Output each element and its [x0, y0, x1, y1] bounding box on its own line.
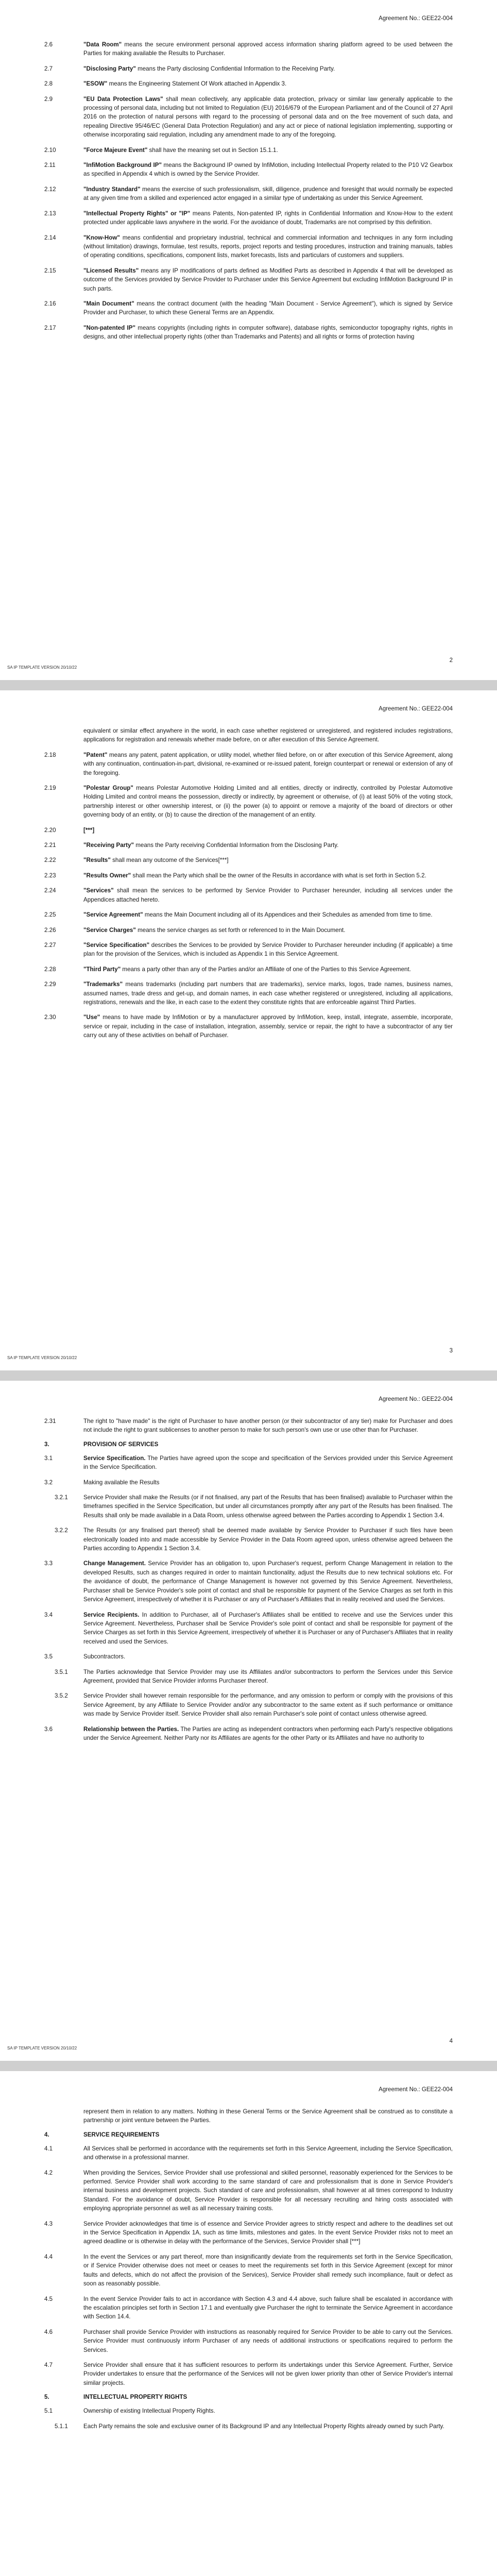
- definition-item: 2.16 "Main Document" means the contract document (with the heading "Main Document - Service Agreement"), which is signed by Service Provider and Purchaser, to which these General Terms are an Appendix.: [44, 300, 453, 316]
- section-heading: 4. SERVICE REQUIREMENTS: [44, 2131, 160, 2138]
- definition-item: 2.25 "Service Agreement" means the Main Document including all of its Appendices and their Schedules as amended from time to time.: [44, 911, 433, 919]
- section-heading: 3. PROVISION OF SERVICES: [44, 1440, 159, 1448]
- continuation-text: equivalent or similar effect anywhere in the world, in each case whether registered or unregistered, and registered includes registrations, applications for registration and renewals whether made before, on or after execution of this Service Agreement.: [83, 727, 453, 743]
- page-number: 4: [449, 2038, 453, 2044]
- agreement-number: Agreement No.: GEE22-004: [379, 1396, 453, 1402]
- subclause-item: 3.2.2 The Results (or any finalised part thereof) shall be deemed made available by Service Provider to Purchaser if such files have been electronically loaded into and made accessible by Service Provider in the Data Room agreed upon, unless otherwise agreed between the Parties according to Appendix 1 Section 3.4.: [55, 1527, 453, 1552]
- clause-item: 3.5 Subcontractors.: [44, 1653, 126, 1660]
- clause-item: 3.1 Service Specification. The Parties have agreed upon the scope and specification of the Services provided under this Service Agreement in the Service Specification.: [44, 1454, 453, 1471]
- page-number: 3: [449, 1348, 453, 1354]
- definition-item: 2.14 "Know-How" means confidential and proprietary industrial, technical and commercial information and techniques in any form including (without limitation) drawings, formulae, test results, reports, project reports and testing procedures, instruction and training manuals, tables of operating conditions, specifications, component lists, market forecasts, lists and particulars of customers and suppliers.: [44, 234, 453, 259]
- clause-item: 4.2 When providing the Services, Service Provider shall use professional and skilled personnel, reasonably experienced for the Services to be performed. Service Provider shall work according to the same standard of care and professionalism that is done in Service Provider's internal business and development projects. Such standard of care and professionalism, shall however at all times correspond to Industry Standard. For the avoidance of doubt, Service Provider is responsible for all necessary recruiting and hiring costs associated with employing appropriate personnel as well as all necessary training costs.: [44, 2169, 453, 2212]
- clause-item: 3.3 Change Management. Service Provider has an obligation to, upon Purchaser's request, perform Change Management in relation to the developed Results, such as changes required in order to maintain functionality, adjust the Results due to new technical solutions etc. For the avoidance of doubt, the performance of Change Management is however not governed by this Service Agreement. Nevertheless, Purchaser shall be Service Provider's sole point of contact and shall be responsible for payment of the Service Charges as set forth in this Service Agreement, irrespectively of whether it is Purchaser or any of Purchaser's Affiliates that in reality received and used the Services.: [44, 1560, 453, 1603]
- subclause-item: 3.5.1 The Parties acknowledge that Service Provider may use its Affiliates and/or subcontractors to perform the Services under this Service Agreement, provided that Service Provider informs Purchaser thereof.: [55, 1668, 453, 1684]
- definition-item: 2.18 "Patent" means any patent, patent application, or utility model, whether filed before, on or after execution of this Service Agreement, along with any continuation, continuation-in-part, divisional, re-examined or re-issued patent, foreign counterpart or renewal or extension of any of the foregoing.: [44, 751, 453, 776]
- definition-item: 2.27 "Service Specification" describes the Services to be provided by Service Provider to Purchaser hereunder including (if applicable) a time plan for the provision of the Services, which is included as Appendix 1 in this Service Agreement.: [44, 941, 453, 958]
- page-4-content: [44, 1417, 453, 1749]
- definition-item: 2.9 "EU Data Protection Laws" shall mean collectively, any applicable data protection, privacy or similar law generally applicable to the processing of personal data, including but not limited to Regulation (EU) 2016/679 of the European Parliament and of the Council of 27 April 2016 on the protection of natural persons with regard to the processing of personal data and on the free movement of such data, and repealing Directive 95/46/EC (General Data Protection Regulation) and any act or piece of national legislation implementing, supporting or otherwise incorporating said regulation, including any amendment made to any of the foregoing.: [44, 95, 453, 139]
- definition-item: 2.8 "ESOW" means the Engineering Statement Of Work attached in Appendix 3.: [44, 80, 287, 88]
- clause-item: 4.6 Purchaser shall provide Service Provider with instructions as reasonably required for Service Provider to be able to carry out the Services. Service Provider must continuously inform Purchaser of any needs of additional instructions or specifications required to perform the Services.: [44, 2328, 453, 2353]
- definition-item: 2.7 "Disclosing Party" means the Party disclosing Confidential Information to the Receiving Party.: [44, 65, 335, 72]
- document-page-2: [0, 0, 497, 680]
- section-heading: 5. INTELLECTUAL PROPERTY RIGHTS: [44, 2394, 187, 2401]
- continuation-text: represent them in relation to any matters. Nothing in these General Terms or the Service Agreement shall be construed as to constitute a partnership or joint venture between the Parties.: [83, 2108, 453, 2124]
- agreement-number: Agreement No.: GEE22-004: [379, 706, 453, 712]
- clause-item: 3.6 Relationship between the Parties. The Parties are acting as independent contractors when performing each Party's respective obligations under the Service Agreement. Neither Party nor its Affiliates are agents for the other Party or its Affiliates and have no authority to: [44, 1725, 453, 1741]
- clause-item: 4.4 In the event the Services or any part thereof, more than insignificantly deviate from the requirements set forth in the Service Specification, or if Service Provider otherwise does not meet or ceases to meet the requirements set forth in this Service Agreement (except for minor faults and defects, which do not affect the provision of the Services), Service Provider shall remedy such incompliance, fault or defect as soon as reasonably possible.: [44, 2253, 453, 2287]
- definition-item: 2.29 "Trademarks" means trademarks (including part numbers that are trademarks), service marks, logos, trade names, business names, assumed names, trade dress and get-up, and domain names, in each case whether registered or unregistered, including all applications, registrations, renewals and the like, in each case to the extent they constitute rights that are enforceable against Third Parties.: [44, 981, 453, 1006]
- definition-item: 2.17 "Non-patented IP" means copyrights (including rights in computer software), database rights, semiconductor topography rights, rights in designs, and other intellectual property rights (other than Trademarks and Patents) and all rights or forms of protection having: [44, 324, 453, 341]
- clause-item: 3.2 Making available the Results: [44, 1479, 160, 1486]
- page-2-content: [44, 40, 453, 348]
- definition-item: 2.23 "Results Owner" shall mean the Party which shall be the owner of the Results in accordance with what is set forth in Section 5.2.: [44, 872, 426, 879]
- definition-item: 2.30 "Use" means to have made by InfiMotion or by a manufacturer approved by InfiMotion, keep, install, integrate, assemble, incorporate, service or repair, including in the case of installation, integration, assembly, service or repair, the right to have a subcontractor of any tier carry out any of these activities on behalf of Purchaser.: [44, 1014, 453, 1039]
- redacted-item: 2.20 [***]: [44, 826, 95, 834]
- definition-item: 2.10 "Force Majeure Event" shall have the meaning set out in Section 15.1.1.: [44, 146, 278, 154]
- definition-item: 2.21 "Receiving Party" means the Party receiving Confidential Information from the Disclosing Party.: [44, 842, 339, 849]
- page-number: 2: [449, 657, 453, 664]
- definition-item: 2.6 "Data Room" means the secure environment personal approved access information sharing platform agreed to be used between the Parties for making available the Results to Purchaser.: [44, 41, 453, 57]
- definition-item: 2.15 "Licensed Results" means any IP modifications of parts defined as Modified Parts as described in Appendix 4 that will be developed as outcome of the Services provided by Service Provider to Purchaser under this Service Agreement but excluding InfiMotion Background IP in such parts.: [44, 267, 453, 292]
- subclause-item: 3.2.1 Service Provider shall make the Results (or if not finalised, any part of the Results that has been finalised) available to Purchaser within the timeframes specified in the Service Specification, but under all circumstances promptly after any part of the Results has been finalised. The Results shall only be made available in a Data Room, unless otherwise agreed between the Parties according to Appendix 1 Section 3.4.: [55, 1494, 453, 1519]
- subclause-item: 3.5.2 Service Provider shall however remain responsible for the performance, and any omission to perform or comply with the provisions of this Service Agreement, by any Affiliate to Service Provider and/or any subcontractor to the same extent as if such performance or omittance was made by Service Provider itself. Service Provider shall also remain Purchaser's sole point of contact unless otherwise agreed.: [55, 1692, 453, 1718]
- clause-item: 4.7 Service Provider shall ensure that it has sufficient resources to perform its undertakings under this Service Agreement. Further, Service Provider undertakes to ensure that the performance of the Services will not be given lower priority than other of Service Provider's internal similar projects.: [44, 2361, 453, 2386]
- clause-item: 5.1 Ownership of existing Intellectual Property Rights.: [44, 2408, 215, 2415]
- subclause-item: 5.1.1 Each Party remains the sole and exclusive owner of its Background IP and any Intellectual Property Rights already owned by such Party.: [55, 2422, 444, 2430]
- template-footer: SA IP TEMPLATE VERSION 20/10/22: [7, 1355, 77, 1360]
- definition-item: 2.24 "Services" shall mean the services to be performed by Service Provider to Purchaser hereunder, including all services under the Appendices attached hereto.: [44, 887, 453, 903]
- clause-item: 3.4 Service Recipients. In addition to Purchaser, all of Purchaser's Affiliates shall be entitled to receive and use the Services under this Service Agreement. Nevertheless, Purchaser shall be Service Provider's sole point of contact and shall be responsible for payment of the Service Charges as set forth in this Service Agreement, irrespectively of whether it is Purchaser or any of Purchaser's Affiliates that in reality received and used the Services.: [44, 1611, 453, 1645]
- document-page-5: [0, 2071, 497, 2576]
- definition-item: 2.19 "Polestar Group" means Polestar Automotive Holding Limited and all entities, directly or indirectly, controlled by Polestar Automotive Holding Limited and control means the possession, directly or indirectly, by agreement or otherwise, of (i) at least 50% of the voting stock, partnership interest or other ownership interest, or (ii) the power (a) to appoint or remove a majority of the board of directors or other governing body of an entity, or (b) to cause the direction of the management of an entity.: [44, 785, 453, 819]
- definition-item: 2.13 "Intellectual Property Rights" or "IP" means Patents, Non-patented IP, rights in Confidential Information and Know-How to the extent protected under applicable laws anywhere in the world. For the avoidance of doubt, Trademarks are not comprised by this definition.: [44, 210, 453, 226]
- agreement-number: Agreement No.: GEE22-004: [379, 2087, 453, 2093]
- definition-item: 2.12 "Industry Standard" means the exercise of such professionalism, skill, diligence, prudence and foresight that would normally be expected at any given time from a skilled and experienced actor engaged in a similar type of undertaking as under this Service Agreement.: [44, 185, 453, 202]
- clause-item: 4.5 In the event Service Provider fails to act in accordance with Section 4.3 and 4.4 above, such failure shall be escalated in accordance with the escalation principles set forth in Section 17.1 and eventually give Purchaser the right to terminate the Service Agreement in accordance with Section 14.4.: [44, 2295, 453, 2320]
- template-footer: SA IP TEMPLATE VERSION 20/10/22: [7, 2046, 77, 2050]
- page-3-content: [44, 726, 453, 1046]
- clause-item: 4.3 Service Provider acknowledges that time is of essence and Service Provider agrees to strictly respect and adhere to the deadlines set out in the Service Specification in Appendix 1A, such as time limits, milestones and gates. In the event Service Provider risks not to meet an agreed deadline or is otherwise in delay with the performance of the Services, Service Provider shall [***]: [44, 2220, 453, 2245]
- template-footer: SA IP TEMPLATE VERSION 20/10/22: [7, 665, 77, 670]
- definition-item: 2.31 The right to "have made" is the right of Purchaser to have another person (or their subcontractor of any tier) make for Purchaser and does not include the right to grant sublicenses to another person to make for such person's own use or use other than for Purchaser.: [44, 1418, 453, 1434]
- definition-item: 2.28 "Third Party" means a party other than any of the Parties and/or an Affiliate of one of the Parties to this Service Agreement.: [44, 965, 411, 973]
- document-page-4: [0, 1381, 497, 2061]
- definition-item: 2.26 "Service Charges" means the service charges as set forth or referenced to in the Main Document.: [44, 926, 346, 934]
- definition-item: 2.22 "Results" shall mean any outcome of the Services[***]: [44, 857, 229, 864]
- clause-item: 4.1 All Services shall be performed in accordance with the requirements set forth in this Service Agreement, including the Service Specification, and otherwise in a professional manner.: [44, 2145, 453, 2161]
- agreement-number: Agreement No.: GEE22-004: [379, 15, 453, 22]
- document-page-3: [0, 690, 497, 1370]
- definition-item: 2.11 "InfiMotion Background IP" means the Background IP owned by InfiMotion, including Intellectual Property related to the P10 V2 Gearbox as specified in Appendix 4 which is owned by the Service Provider.: [44, 162, 453, 178]
- page-5-content: [44, 2107, 453, 2437]
